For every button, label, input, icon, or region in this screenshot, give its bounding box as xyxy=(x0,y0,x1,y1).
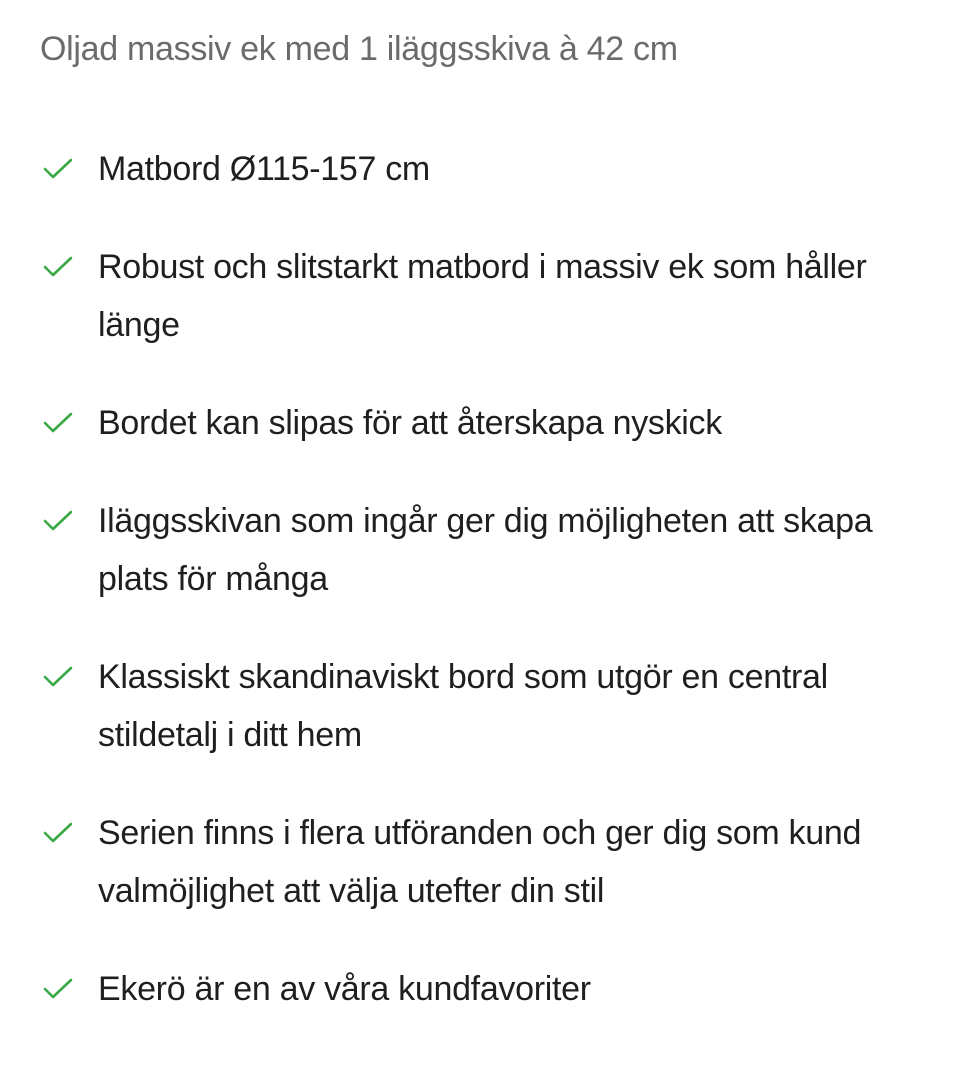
feature-item xyxy=(40,140,920,198)
feature-item xyxy=(40,960,920,1018)
feature-item xyxy=(40,492,920,608)
feature-text: Klassiskt skandinaviskt bord som utgör en central stildetalj i ditt hem xyxy=(98,658,828,754)
feature-text: Bordet kan slipas för att återskapa nyskick xyxy=(98,404,722,442)
check-icon xyxy=(42,157,74,181)
check-icon xyxy=(42,509,74,533)
feature-text: Robust och slitstarkt matbord i massiv ek som håller länge xyxy=(98,248,867,344)
feature-text: Serien finns i flera utföranden och ger dig som kund valmöjlighet att välja utefter din stil xyxy=(98,814,862,910)
check-icon xyxy=(42,411,74,435)
feature-text: Matbord Ø115-157 cm xyxy=(98,150,430,188)
feature-item xyxy=(40,804,920,920)
feature-item xyxy=(40,394,920,452)
feature-list xyxy=(40,140,920,1018)
check-icon xyxy=(42,255,74,279)
product-subtitle: Oljad massiv ek med 1 iläggsskiva à 42 cm xyxy=(40,30,678,68)
feature-item xyxy=(40,648,920,764)
check-icon xyxy=(42,977,74,1001)
feature-text: Iläggsskivan som ingår ger dig möjligheten att skapa plats för många xyxy=(98,502,873,598)
feature-item xyxy=(40,238,920,354)
feature-text: Ekerö är en av våra kundfavoriter xyxy=(98,970,591,1008)
check-icon xyxy=(42,821,74,845)
check-icon xyxy=(42,665,74,689)
